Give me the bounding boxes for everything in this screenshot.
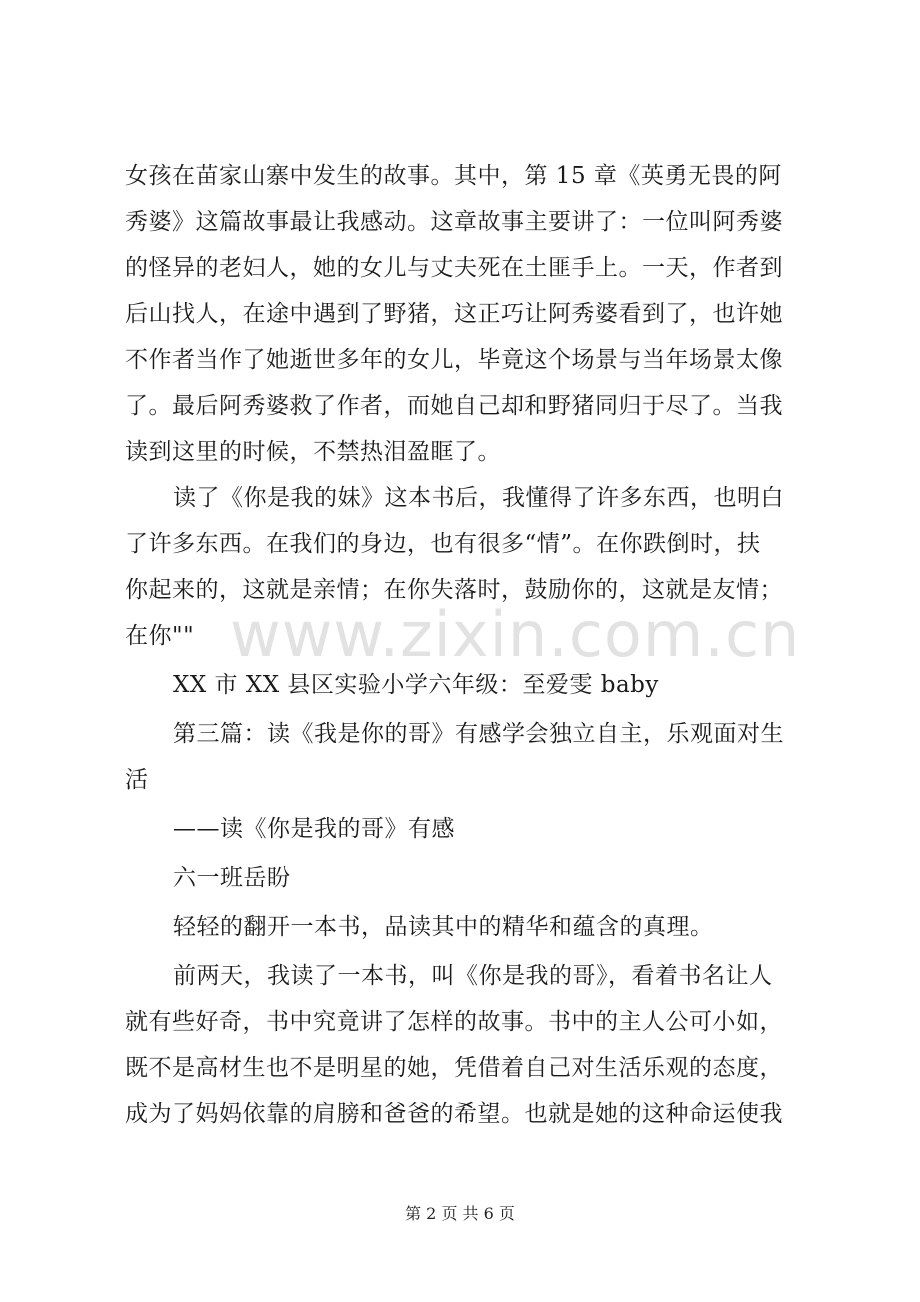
text-line: 了。最后阿秀婆救了作者，而她自己却和野猪同归于尽了。当我 (125, 393, 783, 419)
page-number-footer: 第 2 页 共 6 页 (405, 1204, 515, 1223)
text-line: 既不是高材生也不是明星的她，凭借着自己对生活乐观的态度， (125, 1055, 783, 1081)
text-line: 活 (125, 767, 149, 793)
text-line: 读到这里的时候，不禁热泪盈眶了。 (125, 439, 501, 465)
text-line: 前两天，我读了一本书，叫《你是我的哥》，看着书名让人 (173, 963, 773, 989)
watermark: www.zixin.com.cn (230, 598, 801, 671)
text-line: 的怪异的老妇人，她的女儿与丈夫死在土匪手上。一天，作者到 (125, 255, 783, 281)
text-line: 了许多东西。在我们的身边，也有很多“情”。在你跌倒时，扶 (125, 531, 761, 557)
text-line: 后山找人，在途中遇到了野猪，这正巧让阿秀婆看到了，也许她 (125, 301, 783, 327)
text-line: 成为了妈妈依靠的肩膀和爸爸的希望。也就是她的这种命运使我 (125, 1101, 783, 1127)
text-line: 在你"" (125, 623, 195, 649)
text-line: 就有些好奇，书中究竟讲了怎样的故事。书中的主人公可小如， (125, 1009, 783, 1035)
text-line: 六一班岳盼 (173, 865, 291, 891)
text-line: ——读《你是我的哥》有感 (173, 816, 455, 842)
text-line: XX 市 XX 县区实验小学六年级：至爱雯 baby (173, 672, 659, 698)
text-line: 你起来的，这就是亲情；在你失落时，鼓励你的，这就是友情； (125, 577, 783, 603)
text-line: 第三篇：读《我是你的哥》有感学会独立自主，乐观面对生 (173, 721, 784, 747)
text-line: 读了《你是我的妹》这本书后，我懂得了许多东西，也明白 (173, 485, 784, 511)
text-line: 秀婆》这篇故事最让我感动。这章故事主要讲了：一位叫阿秀婆 (125, 209, 783, 235)
text-line: 轻轻的翻开一本书，品读其中的精华和蕴含的真理。 (173, 914, 714, 940)
text-line: 不作者当作了她逝世多年的女儿，毕竟这个场景与当年场景太像 (125, 347, 783, 373)
text-line: 女孩在苗家山寨中发生的故事。其中，第 15 章《英勇无畏的阿 (125, 163, 782, 189)
